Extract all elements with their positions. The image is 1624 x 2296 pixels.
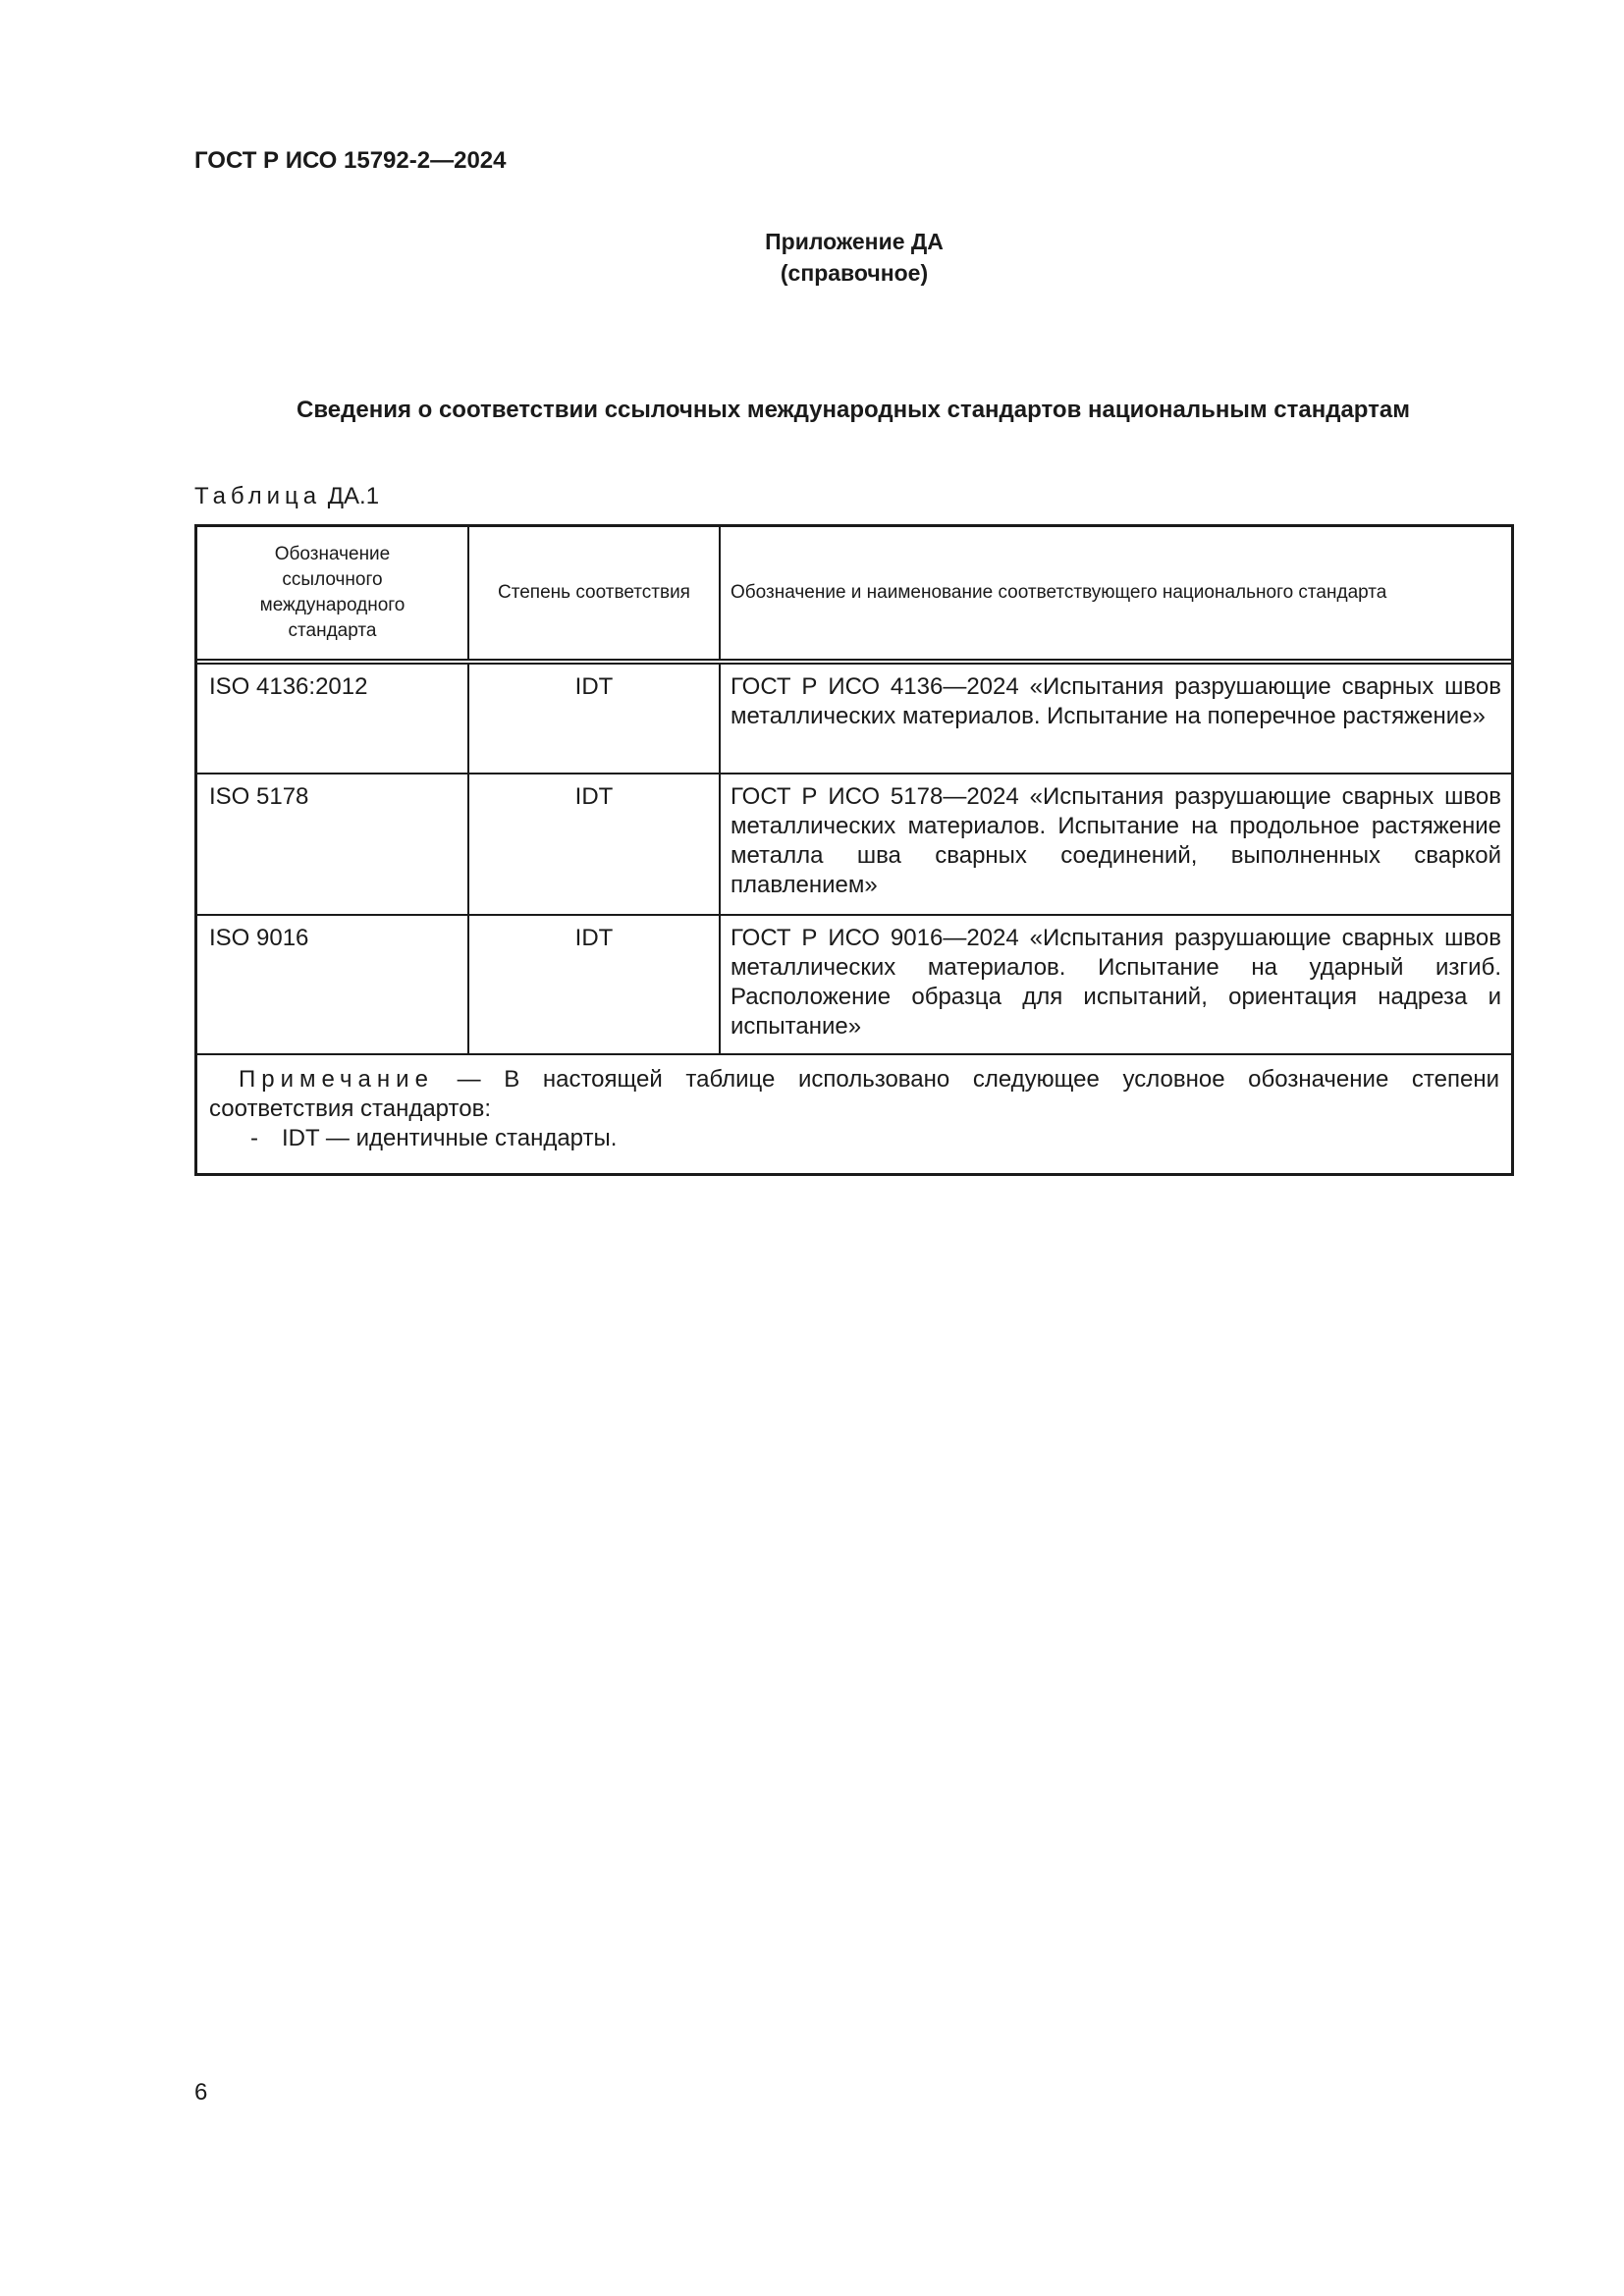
appendix-heading: [0, 226, 1624, 289]
international-standard-code: ISO 5178: [197, 774, 468, 915]
national-standard-name: ГОСТ Р ИСО 9016—2024 «Испытания разрушающие сварных швов металлических материалов. Испытание на ударный изгиб. Расположение образца для испытаний, ориентация надреза и испытание»: [720, 915, 1511, 1054]
national-standard-name: ГОСТ Р ИСО 4136—2024 «Испытания разрушающие сварных швов металлических материалов. Испытание на поперечное растяжение»: [720, 662, 1511, 774]
degree-of-correspondence: IDT: [468, 662, 720, 774]
document-id: ГОСТ Р ИСО 15792-2—2024: [194, 147, 507, 174]
table-row: [197, 915, 1511, 1054]
section-title: Сведения о соответствии ссылочных международных стандартов национальным стандартам: [297, 397, 1410, 423]
note-label: Примечание: [239, 1066, 434, 1093]
page-number: 6: [194, 2079, 208, 2106]
table-header-row: [197, 527, 1511, 662]
degree-of-correspondence: IDT: [468, 774, 720, 915]
column-header-international-standard: Обозначение ссылочного международного стандарта: [197, 527, 468, 662]
appendix-subtitle: (справочное): [780, 260, 929, 286]
table-caption-word: Таблица: [194, 483, 322, 509]
note-list-item: [209, 1124, 1499, 1153]
table-note-row: [197, 1054, 1511, 1173]
degree-of-correspondence: IDT: [468, 915, 720, 1054]
column-header-national-standard: Обозначение и наименование соответствующего национального стандарта: [720, 527, 1511, 662]
note-text: — В настоящей таблице использовано следующее условное обозначение степени соответствия стандартов:: [209, 1066, 1499, 1122]
table-row: [197, 774, 1511, 915]
note-list-bullet: -: [250, 1125, 258, 1151]
international-standard-code: ISO 9016: [197, 915, 468, 1054]
correspondence-table: [194, 524, 1514, 1176]
table-note: [197, 1054, 1511, 1173]
table-caption-number: ДА.1: [327, 483, 380, 509]
international-standard-code: ISO 4136:2012: [197, 662, 468, 774]
appendix-title: Приложение ДА: [765, 229, 944, 254]
national-standard-name: ГОСТ Р ИСО 5178—2024 «Испытания разрушающие сварных швов металлических материалов. Испытание на продольное растяжение металла шва сварных соединений, выполненных сваркой плавлением»: [720, 774, 1511, 915]
table-caption: [194, 483, 379, 510]
table-grid: [197, 527, 1511, 1173]
note-list-item-text: IDT — идентичные стандарты.: [282, 1125, 618, 1151]
table-row: [197, 662, 1511, 774]
column-header-degree: Степень соответствия: [468, 527, 720, 662]
